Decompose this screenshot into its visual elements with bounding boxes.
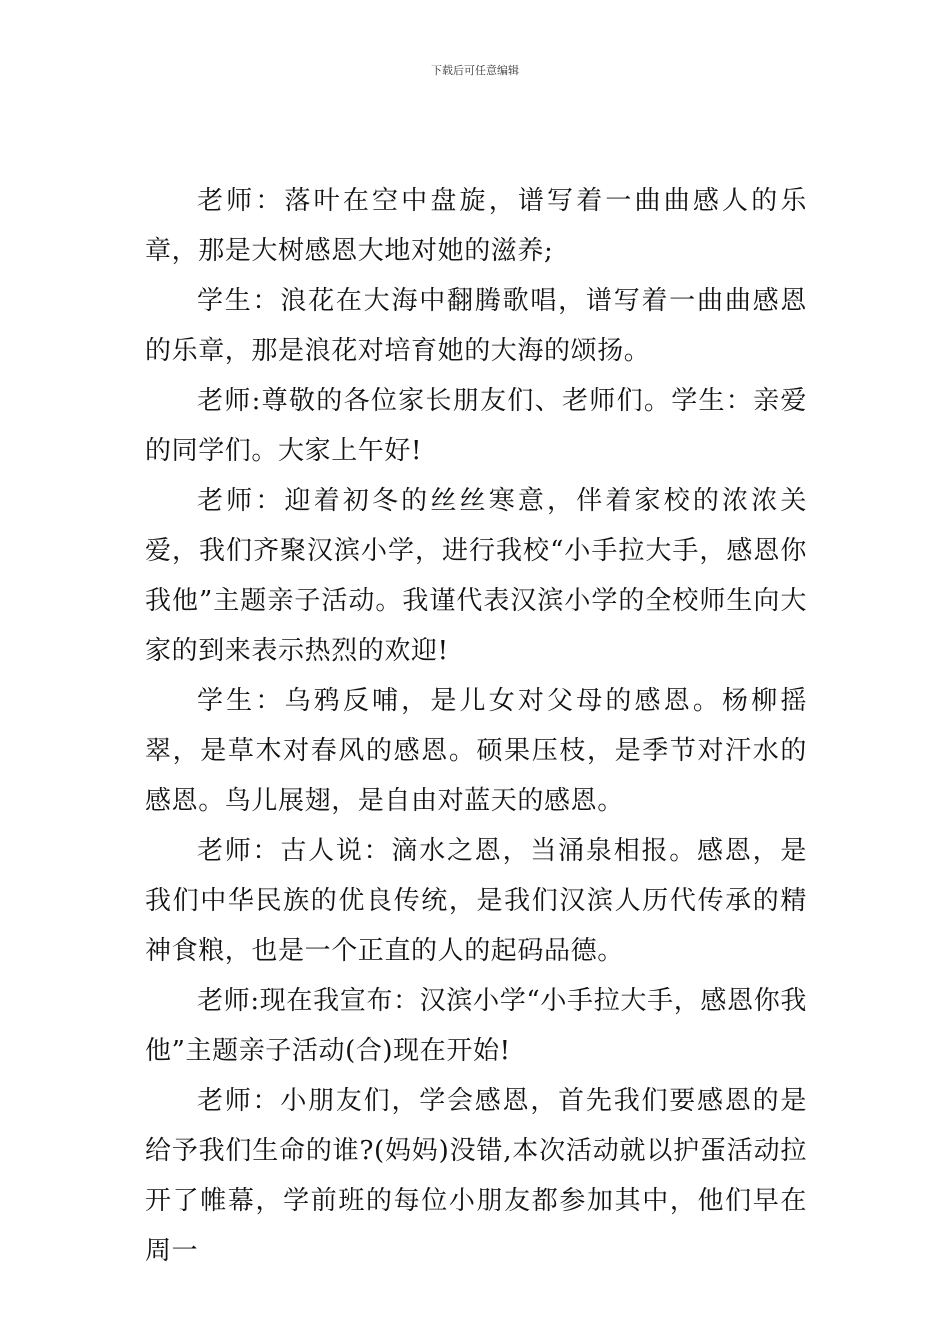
paragraph: 老师：古人说：滴水之恩，当涌泉相报。感恩，是我们中华民族的优良传统，是我们汉滨人历代传承的精神食粮，也是一个正直的人的起码品德。	[145, 836, 807, 966]
paragraph: 老师：迎着初冬的丝丝寒意，伴着家校的浓浓关爱，我们齐聚汉滨小学，进行我校“小手拉大手，感恩你我他”主题亲子活动。我谨代表汉滨小学的全校师生向大家的到来表示热烈的欢迎!	[145, 486, 807, 666]
paragraph: 老师:尊敬的各位家长朋友们、老师们。学生：亲爱的同学们。大家上午好!	[145, 386, 807, 466]
paragraph: 老师：小朋友们，学会感恩，首先我们要感恩的是给予我们生命的谁?(妈妈)没错,本次活动就以护蛋活动拉开了帷幕，学前班的每位小朋友都参加其中，他们早在周一	[145, 1086, 807, 1266]
paragraph: 学生：乌鸦反哺，是儿女对父母的感恩。杨柳摇翠，是草木对春风的感恩。硕果压枝，是季节对汗水的感恩。鸟儿展翅，是自由对蓝天的感恩。	[145, 686, 807, 816]
paragraph: 学生：浪花在大海中翻腾歌唱，谱写着一曲曲感恩的乐章，那是浪花对培育她的大海的颂扬。	[145, 286, 807, 366]
document-body	[145, 176, 807, 1276]
page-header: 下载后可任意编辑	[431, 64, 519, 77]
paragraph: 老师:现在我宣布：汉滨小学“小手拉大手，感恩你我他”主题亲子活动(合)现在开始!	[145, 986, 807, 1066]
paragraph: 老师：落叶在空中盘旋，谱写着一曲曲感人的乐章，那是大树感恩大地对她的滋养;	[145, 186, 807, 266]
